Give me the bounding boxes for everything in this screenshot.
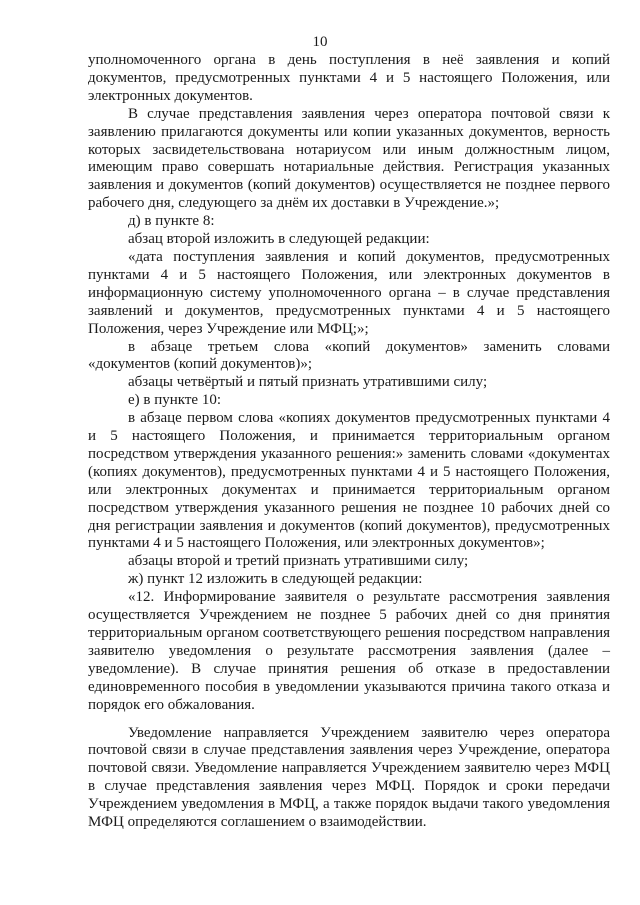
paragraph: д) в пункте 8: bbox=[128, 213, 215, 230]
paragraph: В случае представления заявления через оператора почтовой связи к заявлению прилагаются документы или копии указанных документов, верность которых засвидетельствована нотариусом или иным должностным лицом, имеющим право совершать нотариальные действия. Регистрация указанных заявления и документов (копий документов) осуществляется не позднее первого рабочего дня, следующего за днём их доставки в Учреждение.»; bbox=[88, 105, 610, 212]
paragraph: абзацы четвёртый и пятый признать утратившими силу; bbox=[128, 374, 488, 391]
paragraph: «дата поступления заявления и копий документов, предусмотренных пунктами 4 и 5 настоящего Положения, или электронных документов в информационную систему уполномоченного органа – в случае представления заявлений и документов, предусмотренных пунктами 4 и 5 настоящего Положения, через Учреждение или МФЦ;»; bbox=[88, 248, 610, 337]
document-body bbox=[88, 52, 610, 832]
paragraph: уполномоченного органа в день поступления в неё заявления и копий документов, предусмотренных пунктами 4 и 5 настоящего Положения, или электронных документов. bbox=[88, 52, 610, 104]
paragraph: «12. Информирование заявителя о результате рассмотрения заявления осуществляется Учреждением не позднее 5 рабочих дней со дня принятия территориальным органом соответствующего решения посредством направления заявителю уведомления о результате рассмотрения заявления (далее – уведомление). В случае принятия решения об отказе в предоставлении единовременного пособия в уведомлении указываются причина такого отказа и порядок его обжалования. bbox=[88, 589, 610, 713]
paragraph: абзац второй изложить в следующей редакции: bbox=[128, 231, 430, 248]
paragraph: е) в пункте 10: bbox=[128, 392, 222, 409]
paragraph: ж) пункт 12 изложить в следующей редакции: bbox=[128, 571, 423, 588]
paragraph: в абзаце третьем слова «копий документов» заменить словами «документов (копий документов)»; bbox=[88, 338, 610, 373]
paragraph: в абзаце первом слова «копиях документов предусмотренных пунктами 4 и 5 настоящего Положения, и принимается территориальным органом посредством утверждения указанного решения:» заменить словами «документах (копиях документов), предусмотренных пунктами 4 и 5 настоящего Положения, или электронных документах и принимается территориальным органом посредством утверждения указанного решения не позднее 10 рабочих дней со дня регистрации заявления и документов (копий документов), предусмотренных пунктами 4 и 5 настоящего Положения, или электронных документов»; bbox=[88, 410, 610, 552]
paragraph: Уведомление направляется Учреждением заявителю через оператора почтовой связи в случае представления заявления через Учреждение, оператора почтовой связи. Уведомление направляется Учреждением заявителю через МФЦ в случае представления заявления через МФЦ. Порядок и сроки передачи Учреждением уведомления в МФЦ, а также порядок выдачи такого уведомления МФЦ определяются соглашением о взаимодействии. bbox=[88, 724, 610, 831]
page-number: 10 bbox=[312, 34, 328, 50]
paragraph: абзацы второй и третий признать утратившими силу; bbox=[128, 553, 469, 570]
